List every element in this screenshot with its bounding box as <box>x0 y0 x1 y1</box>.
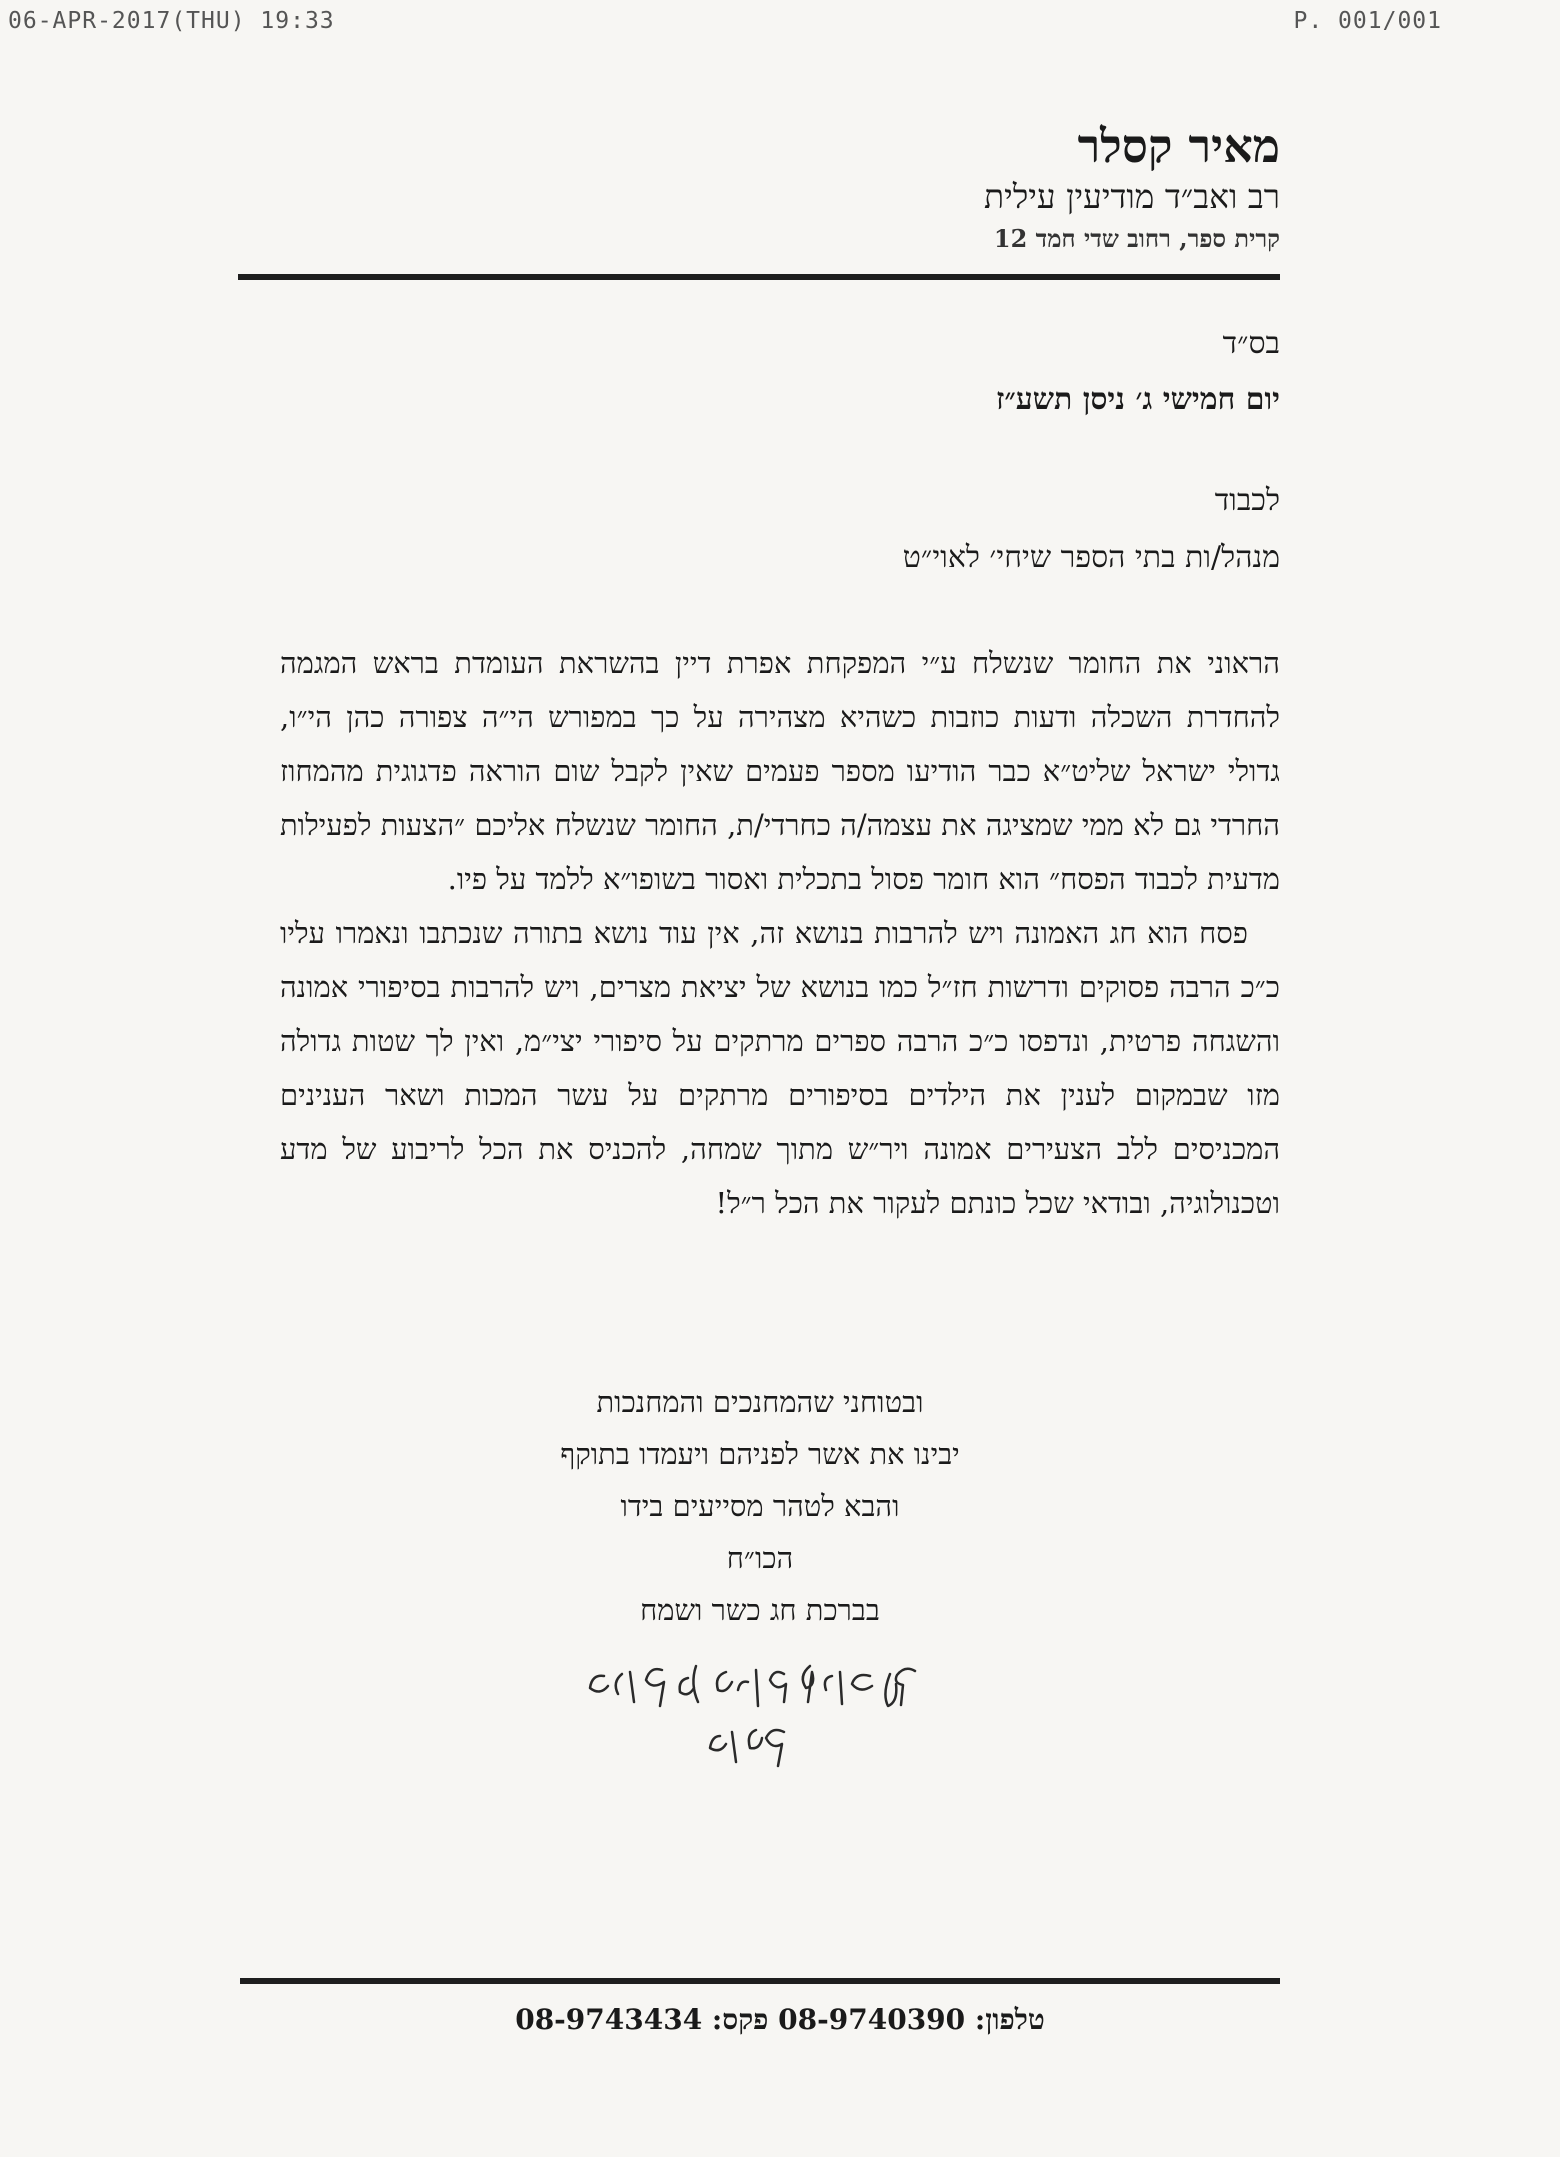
closing-line-2: יבינו את אשר לפניהם ויעמדו בתוקף <box>560 1437 960 1471</box>
closing-line-5: בברכת חג כשר ושמח <box>640 1593 880 1627</box>
letter-body <box>280 636 1280 1230</box>
recipient-salutation: לכבוד <box>1214 483 1280 518</box>
handwritten-signature <box>570 1636 950 1786</box>
fax-timestamp: 06-APR-2017(THU) 19:33 <box>8 8 335 34</box>
letterhead-address: קרית ספר, רחוב שדי חמד 12 <box>993 224 1280 253</box>
header-divider <box>238 274 1280 280</box>
body-paragraph-1: הראוני את החומר שנשלח ע״י המפקחת אפרת דיין בהשראת העומדת בראש המגמה להחדרת השכלה ודעות כוזבות כשהיא מצהירה על כך במפורש הי״ה צפורה כהן הי״ו, גדולי ישראל שליט״א כבר הודיעו מספר פעמים שאין לקבל שום הוראה פדגוגית מהמחוז החרדי גם לא ממי שמציגה את עצמה/ה כחרדי/ת, החומר שנשלח אליכם ״הצעות לפעילות מדעית לכבוד הפסח״ הוא חומר פסול בתכלית ואסור בשופו״א ללמד על פיו. <box>280 646 1280 896</box>
letterhead-name: מאיר קסלר <box>1077 119 1280 173</box>
letterhead-title: רב ואב״ד מודיעין עילית <box>984 177 1280 216</box>
letterhead <box>984 118 1280 258</box>
closing-line-4: הכו״ח <box>726 1541 794 1575</box>
fax-page-number: P. 001/001 <box>1293 8 1442 34</box>
bsd-mark: בס״ד <box>1222 326 1280 361</box>
recipient-name: מנהל/ות בתי הספר שיחי׳ לאוי״ט <box>902 540 1280 575</box>
footer-contact: טלפון: 08-9740390 פקס: 08-9743434 <box>515 2003 1045 2036</box>
letter-closing <box>310 1376 1210 1636</box>
closing-line-3: והבא לטהר מסייעים בידו <box>620 1489 900 1523</box>
letter-date: יום חמישי ג׳ ניסן תשע״ז <box>996 382 1280 417</box>
body-paragraph-2: פסח הוא חג האמונה ויש להרבות בנושא זה, אין עוד נושא בתורה שנכתבו ונאמרו עליו כ״כ הרבה פסוקים ודרשות חז״ל כמו בנושא של יציאת מצרים, ויש להרבות בסיפורי אמונה והשגחה פרטית, ונדפסו כ״כ הרבה ספרים מרתקים על סיפורי יצי״מ, ואין לך שטות גדולה מזו שבמקום לענין את הילדים בסיפורים מרתקים על עשר המכות ושאר הענינים המכניסים ללב הצעירים אמונה ויר״ש מתוך שמחה, להכניס את הכל לריבוע של מדע וטכנולוגיה, ובודאי שכל כונתם לעקור את הכל ר״ל! <box>280 916 1280 1220</box>
closing-line-1: ובטוחני שהמחנכים והמחנכות <box>596 1385 924 1419</box>
footer-divider <box>240 1978 1280 1984</box>
